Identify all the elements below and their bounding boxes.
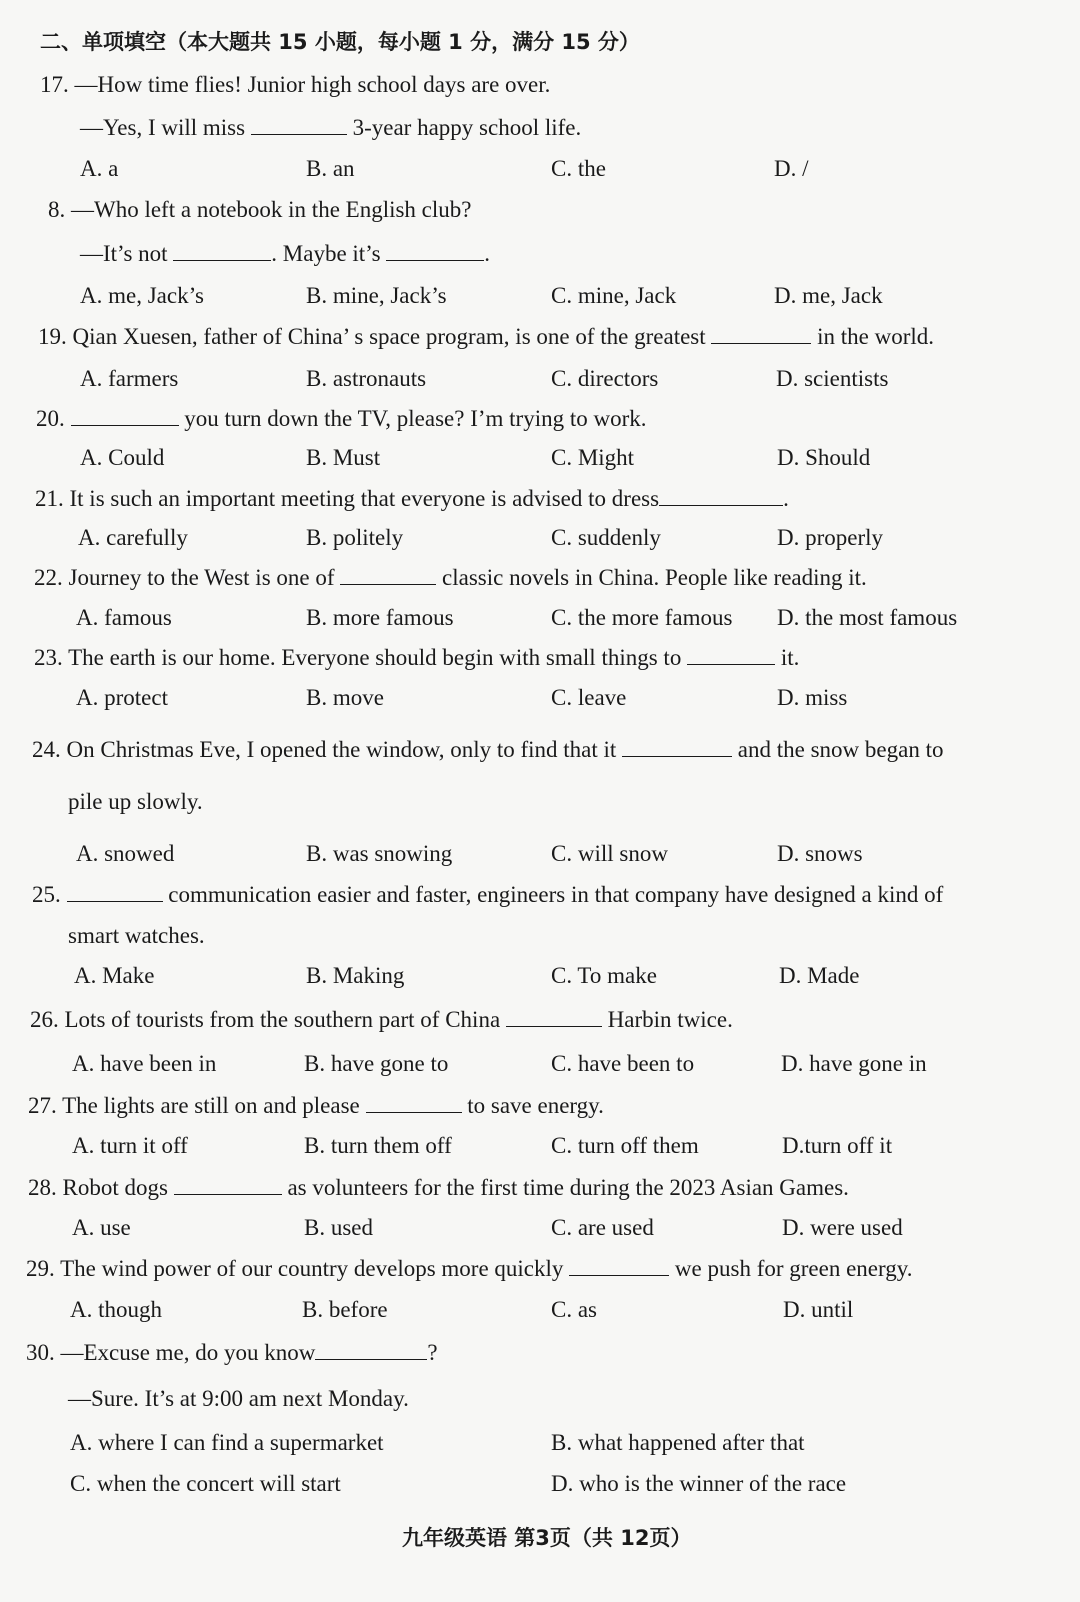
option-b[interactable]: B. move <box>306 685 384 710</box>
question-text: Qian Xuesen, father of China’ s space program, is one of the greatest <box>72 324 706 349</box>
option-d[interactable]: D. scientists <box>776 366 889 391</box>
option-b[interactable]: B. Making <box>306 963 405 988</box>
option-b[interactable]: B. turn them off <box>304 1133 452 1158</box>
question-number: 27. <box>28 1093 57 1118</box>
question-number: 24. <box>32 737 61 762</box>
question-text: communication easier and faster, engineers in that company have designed a kind of <box>168 882 944 907</box>
option-c[interactable]: C. leave <box>551 685 627 710</box>
option-b[interactable]: B. what happened after that <box>551 1430 805 1455</box>
option-b[interactable]: B. before <box>302 1297 388 1322</box>
question-text: It is such an important meeting that everyone is advised to dress <box>69 486 660 511</box>
question-number: 19. <box>38 324 67 349</box>
option-a[interactable]: A. where I can find a supermarket <box>70 1430 384 1455</box>
question-number: 8. <box>48 197 66 222</box>
answer-blank[interactable] <box>71 407 179 426</box>
option-a[interactable]: A. famous <box>76 605 172 630</box>
option-c[interactable]: C. the more famous <box>551 605 733 630</box>
answer-blank[interactable] <box>711 325 811 344</box>
question-29-stem <box>26 1257 913 1280</box>
option-a[interactable]: A. farmers <box>80 366 179 391</box>
question-number: 17. <box>40 72 69 97</box>
option-d[interactable]: D. who is the winner of the race <box>551 1471 847 1496</box>
question-number: 21. <box>35 486 64 511</box>
option-d[interactable]: D. the most famous <box>777 605 958 630</box>
question-25-stem <box>32 883 943 906</box>
question-17-stem <box>40 73 550 96</box>
question-30-stem <box>26 1341 438 1364</box>
option-a[interactable]: A. me, Jack’s <box>80 283 204 308</box>
option-c[interactable]: C. turn off them <box>551 1133 699 1158</box>
question-text: in the world. <box>817 324 935 349</box>
option-d[interactable]: D. properly <box>777 525 884 550</box>
answer-blank[interactable] <box>174 1176 282 1195</box>
question-number: 29. <box>26 1256 55 1281</box>
question-text: —Excuse me, do you know <box>60 1340 316 1365</box>
question-18-stem-2 <box>80 242 490 265</box>
question-26-stem <box>30 1008 733 1031</box>
question-number: 20. <box>36 406 65 431</box>
question-25-stem-2: smart watches. <box>68 923 205 948</box>
question-30-stem-2: —Sure. It’s at 9:00 am next Monday. <box>68 1386 409 1411</box>
question-text: we push for green energy. <box>674 1256 913 1281</box>
option-a[interactable]: A. though <box>70 1297 162 1322</box>
question-number: 30. <box>26 1340 55 1365</box>
answer-blank[interactable] <box>506 1008 602 1027</box>
answer-blank[interactable] <box>569 1257 669 1276</box>
question-number: 22. <box>34 565 63 590</box>
question-text: The lights are still on and please <box>62 1093 360 1118</box>
question-text: —Yes, I will miss <box>80 115 246 140</box>
question-number: 23. <box>34 645 63 670</box>
answer-blank[interactable] <box>315 1341 427 1360</box>
question-text: The wind power of our country develops more quickly <box>60 1256 564 1281</box>
option-c[interactable]: C. mine, Jack <box>551 283 677 308</box>
option-c[interactable]: C. are used <box>551 1215 654 1240</box>
answer-blank[interactable] <box>67 883 163 902</box>
option-b[interactable]: B. have gone to <box>304 1051 449 1076</box>
question-text: to save energy. <box>467 1093 604 1118</box>
question-27-stem <box>28 1094 604 1117</box>
question-28-stem <box>28 1176 849 1199</box>
option-d[interactable]: D. Should <box>777 445 871 470</box>
question-text: ? <box>427 1340 438 1365</box>
answer-blank[interactable] <box>386 242 484 261</box>
option-b[interactable]: B. was snowing <box>306 841 453 866</box>
option-c[interactable]: C. Might <box>551 445 635 470</box>
question-text: it. <box>780 645 800 670</box>
question-24-stem-2: pile up slowly. <box>68 789 203 814</box>
option-a[interactable]: A. Could <box>80 445 165 470</box>
option-d[interactable]: D. miss <box>777 685 848 710</box>
option-d[interactable]: D. until <box>783 1297 854 1322</box>
question-text: . <box>783 486 789 511</box>
option-a[interactable]: A. carefully <box>78 525 188 550</box>
section-title: 二、单项填空（本大题共 15 小题，每小题 1 分，满分 15 分） <box>40 30 640 54</box>
option-a[interactable]: A. have been in <box>72 1051 217 1076</box>
question-text: Robot dogs <box>62 1175 168 1200</box>
option-a[interactable]: A. snowed <box>76 841 175 866</box>
question-24-stem <box>32 738 943 761</box>
question-number: 25. <box>32 882 61 907</box>
answer-blank[interactable] <box>622 738 732 757</box>
option-b[interactable]: B. astronauts <box>306 366 427 391</box>
question-text: 3-year happy school life. <box>352 115 582 140</box>
option-b[interactable]: B. an <box>306 156 355 181</box>
question-text: Lots of tourists from the southern part of China <box>64 1007 501 1032</box>
question-text: —Who left a notebook in the English club? <box>71 197 472 222</box>
question-text: On Christmas Eve, I opened the window, only to find that it <box>66 737 617 762</box>
option-a[interactable]: A. use <box>72 1215 131 1240</box>
option-a[interactable]: A. protect <box>76 685 168 710</box>
answer-blank[interactable] <box>340 566 436 585</box>
answer-blank[interactable] <box>173 242 271 261</box>
option-a[interactable]: A. turn it off <box>72 1133 188 1158</box>
answer-blank[interactable] <box>659 487 783 506</box>
option-d[interactable]: D.turn off it <box>782 1133 893 1158</box>
question-22-stem <box>34 566 867 589</box>
question-23-stem <box>34 646 799 669</box>
option-d[interactable]: D. me, Jack <box>774 283 883 308</box>
option-c[interactable]: C. the <box>551 156 606 181</box>
question-text: Harbin twice. <box>607 1007 733 1032</box>
question-text: you turn down the TV, please? I’m trying to work. <box>184 406 647 431</box>
question-text: Journey to the West is one of <box>68 565 335 590</box>
question-20-stem <box>36 407 647 430</box>
page-footer: 九年级英语 第3页（共 12页） <box>402 1526 692 1550</box>
option-c[interactable]: C. directors <box>551 366 659 391</box>
option-b[interactable]: B. more famous <box>306 605 454 630</box>
answer-blank[interactable] <box>687 646 775 665</box>
question-number: 28. <box>28 1175 57 1200</box>
question-text: The earth is our home. Everyone should begin with small things to <box>68 645 682 670</box>
option-c[interactable]: C. as <box>551 1297 597 1322</box>
question-18-stem <box>48 198 472 221</box>
question-text: as volunteers for the first time during the 2023 Asian Games. <box>287 1175 849 1200</box>
answer-blank[interactable] <box>251 116 347 135</box>
question-number: 26. <box>30 1007 59 1032</box>
option-d[interactable]: D. have gone in <box>781 1051 927 1076</box>
option-c[interactable]: C. will snow <box>551 841 668 866</box>
option-c[interactable]: C. when the concert will start <box>70 1471 341 1496</box>
option-d[interactable]: D. Made <box>779 963 860 988</box>
question-21-stem <box>35 487 789 510</box>
question-text: . Maybe it’s <box>271 241 381 266</box>
option-a[interactable]: A. Make <box>74 963 155 988</box>
option-b[interactable]: B. used <box>304 1215 373 1240</box>
option-d[interactable]: D. were used <box>782 1215 903 1240</box>
option-c[interactable]: C. suddenly <box>551 525 661 550</box>
option-a[interactable]: A. a <box>80 156 119 181</box>
answer-blank[interactable] <box>366 1094 462 1113</box>
question-19-stem <box>38 325 934 348</box>
question-text: . <box>484 241 491 266</box>
option-b[interactable]: B. mine, Jack’s <box>306 283 447 308</box>
option-b[interactable]: B. Must <box>306 445 381 470</box>
question-17-stem-2 <box>80 116 581 139</box>
option-c[interactable]: C. have been to <box>551 1051 695 1076</box>
option-d[interactable]: D. / <box>774 156 809 181</box>
question-text: classic novels in China. People like reading it. <box>442 565 867 590</box>
question-text: —It’s not <box>80 241 168 266</box>
option-c[interactable]: C. To make <box>551 963 657 988</box>
option-d[interactable]: D. snows <box>777 841 863 866</box>
question-text: and the snow began to <box>737 737 944 762</box>
option-b[interactable]: B. politely <box>306 525 404 550</box>
question-text: —How time flies! Junior high school days are over. <box>74 72 551 97</box>
